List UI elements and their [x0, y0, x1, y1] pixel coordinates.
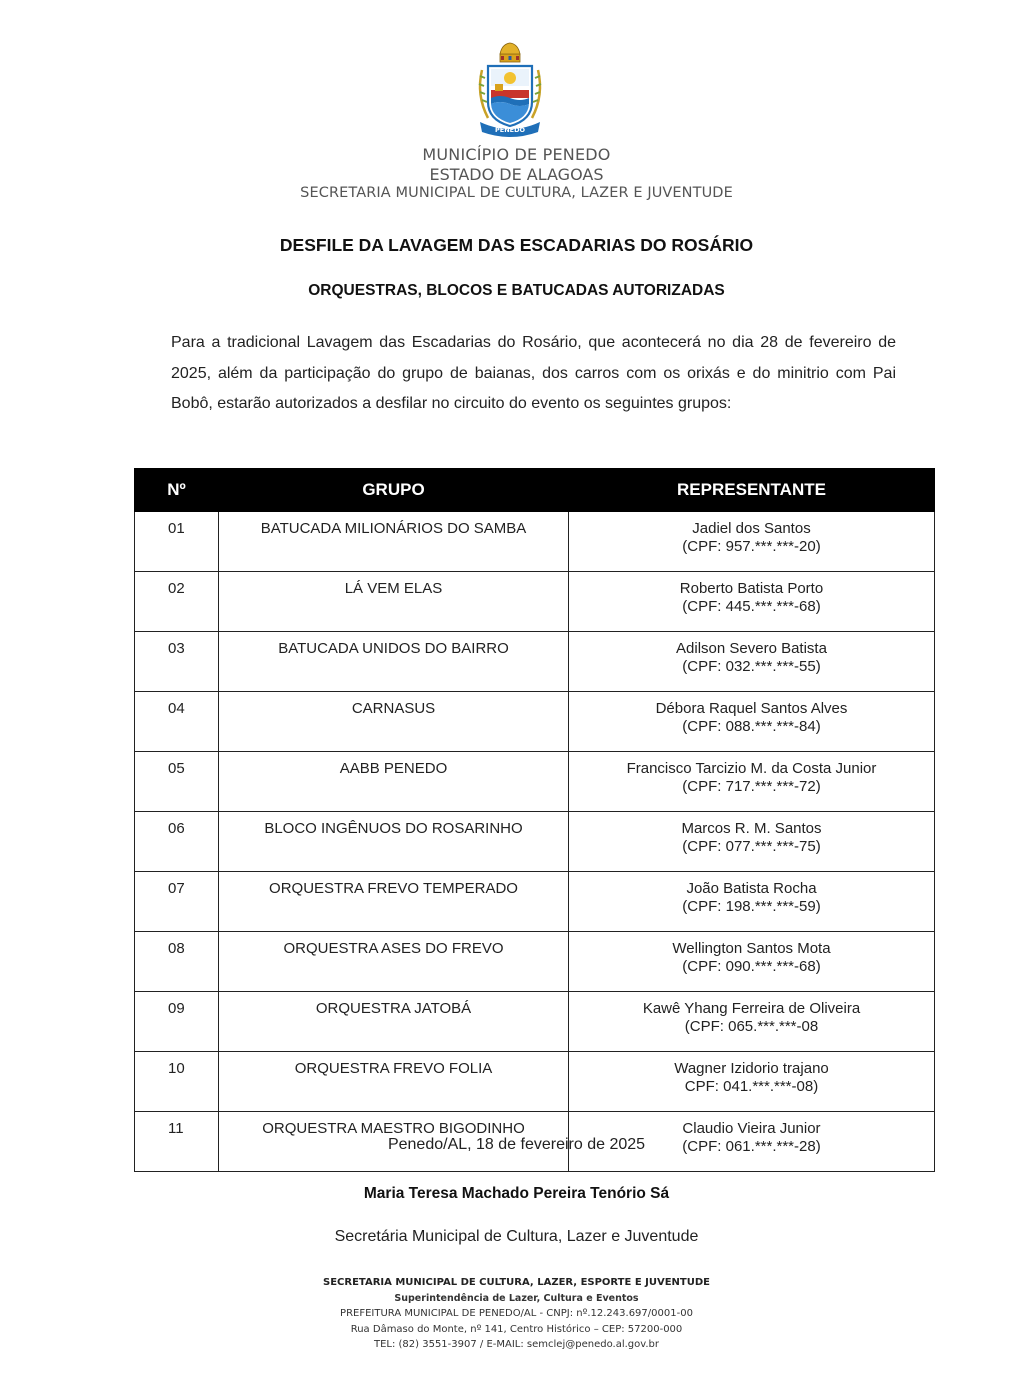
row-number: 07 [135, 872, 219, 932]
table-row [135, 992, 935, 1052]
representative-cpf: (CPF: 198.***.***-59) [682, 898, 821, 915]
row-group-name: BLOCO INGÊNUOS DO ROSARINHO [219, 812, 569, 872]
row-representative [569, 692, 935, 752]
representative-name: João Batista Rocha [686, 880, 817, 897]
representative-cpf: (CPF: 065.***.***-08 [684, 1018, 819, 1035]
row-representative [569, 872, 935, 932]
representative-cpf: (CPF: 061.***.***-28) [682, 1138, 821, 1155]
representative-cpf: (CPF: 957.***.***-20) [682, 538, 821, 555]
row-group-name: ORQUESTRA MAESTRO BIGODINHO [219, 1112, 569, 1172]
header-municipality: MUNICÍPIO DE PENEDO [422, 145, 611, 164]
header-group: GRUPO [219, 469, 569, 512]
row-group-name: ORQUESTRA JATOBÁ [219, 992, 569, 1052]
authorized-groups-table [134, 468, 935, 1172]
intro-paragraph: Para a tradicional Lavagem das Escadarias do Rosário, que acontecerá no dia 28 de fevereiro de 2025, além da participação do grupo de baianas, dos carros com os orixás e do minitrio com Pai Bobô, estarão autorizados a desfilar no circuito do evento os seguintes grupos: [171, 334, 896, 412]
table-row [135, 752, 935, 812]
crest-ribbon-text: PENEDO [494, 126, 526, 134]
representative-name: Wagner Izidorio trajano [674, 1060, 829, 1077]
representative-cpf: (CPF: 032.***.***-55) [682, 658, 821, 675]
row-group-name: BATUCADA MILIONÁRIOS DO SAMBA [219, 512, 569, 572]
signer-name: Maria Teresa Machado Pereira Tenório Sá [363, 1185, 670, 1202]
row-group-name: ORQUESTRA FREVO FOLIA [219, 1052, 569, 1112]
document-date: Penedo/AL, 18 de fevereiro de 2025 [387, 1136, 646, 1153]
representative-name: Débora Raquel Santos Alves [655, 700, 848, 717]
row-number: 02 [135, 572, 219, 632]
representative-cpf: (CPF: 445.***.***-68) [682, 598, 821, 615]
representative-cpf: (CPF: 077.***.***-75) [682, 838, 821, 855]
table-row [135, 632, 935, 692]
representative-name: Roberto Batista Porto [679, 580, 824, 597]
row-representative [569, 932, 935, 992]
signer-role: Secretária Municipal de Cultura, Lazer e Juventude [334, 1228, 699, 1245]
representative-name: Claudio Vieira Junior [682, 1120, 821, 1137]
table-row [135, 872, 935, 932]
row-representative [569, 992, 935, 1052]
row-representative [569, 752, 935, 812]
row-number: 09 [135, 992, 219, 1052]
table-row [135, 812, 935, 872]
table-row [135, 1052, 935, 1112]
row-number: 03 [135, 632, 219, 692]
representative-cpf: (CPF: 088.***.***-84) [682, 718, 821, 735]
footer-letterhead [0, 1275, 1033, 1353]
row-number: 10 [135, 1052, 219, 1112]
row-number: 01 [135, 512, 219, 572]
coat-of-arms-logo [470, 40, 550, 138]
row-group-name: CARNASUS [219, 692, 569, 752]
row-representative [569, 572, 935, 632]
row-group-name: BATUCADA UNIDOS DO BAIRRO [219, 632, 569, 692]
representative-cpf: (CPF: 090.***.***-68) [682, 958, 821, 975]
row-group-name: LÁ VEM ELAS [219, 572, 569, 632]
row-number: 08 [135, 932, 219, 992]
header-state: ESTADO DE ALAGOAS [429, 165, 604, 184]
representative-name: Wellington Santos Mota [672, 940, 831, 957]
header-representative: REPRESENTANTE [569, 469, 935, 512]
table-row [135, 512, 935, 572]
header-secretariat: SECRETARIA MUNICIPAL DE CULTURA, LAZER E JUVENTUDE [300, 185, 733, 201]
table-row [135, 692, 935, 752]
row-group-name: ORQUESTRA ASES DO FREVO [219, 932, 569, 992]
row-representative [569, 512, 935, 572]
row-number: 05 [135, 752, 219, 812]
representative-cpf: (CPF: 717.***.***-72) [682, 778, 821, 795]
footer-superintendence: Superintendência de Lazer, Cultura e Eventos [394, 1292, 639, 1304]
row-number: 04 [135, 692, 219, 752]
header-number: Nº [135, 469, 219, 512]
footer-secretariat: SECRETARIA MUNICIPAL DE CULTURA, LAZER, ESPORTE E JUVENTUDE [323, 1277, 710, 1288]
footer-cnpj: PREFEITURA MUNICIPAL DE PENEDO/AL - CNPJ: nº.12.243.697/0001-00 [340, 1308, 693, 1319]
representative-cpf: CPF: 041.***.***-08) [684, 1078, 819, 1095]
table-row [135, 932, 935, 992]
table-row [135, 572, 935, 632]
row-representative [569, 812, 935, 872]
document-subtitle: ORQUESTRAS, BLOCOS E BATUCADAS AUTORIZADAS [308, 282, 725, 299]
representative-name: Jadiel dos Santos [692, 520, 811, 537]
row-number: 06 [135, 812, 219, 872]
document-title: DESFILE DA LAVAGEM DAS ESCADARIAS DO ROSÁRIO [279, 235, 754, 255]
table-header-row [135, 469, 935, 512]
row-representative [569, 632, 935, 692]
row-group-name: ORQUESTRA FREVO TEMPERADO [219, 872, 569, 932]
row-representative [569, 1052, 935, 1112]
representative-name: Kawê Yhang Ferreira de Oliveira [642, 1000, 861, 1017]
footer-address: Rua Dâmaso do Monte, nº 141, Centro Histórico – CEP: 57200-000 [350, 1323, 683, 1335]
table-body [135, 512, 935, 1172]
row-group-name: AABB PENEDO [219, 752, 569, 812]
representative-name: Adilson Severo Batista [676, 640, 827, 657]
representative-name: Marcos R. M. Santos [681, 820, 822, 837]
row-number: 11 [135, 1112, 219, 1172]
footer-contact: TEL: (82) 3551-3907 / E-MAIL: semclej@penedo.al.gov.br [373, 1339, 660, 1350]
representative-name: Francisco Tarcizio M. da Costa Junior [626, 760, 877, 777]
